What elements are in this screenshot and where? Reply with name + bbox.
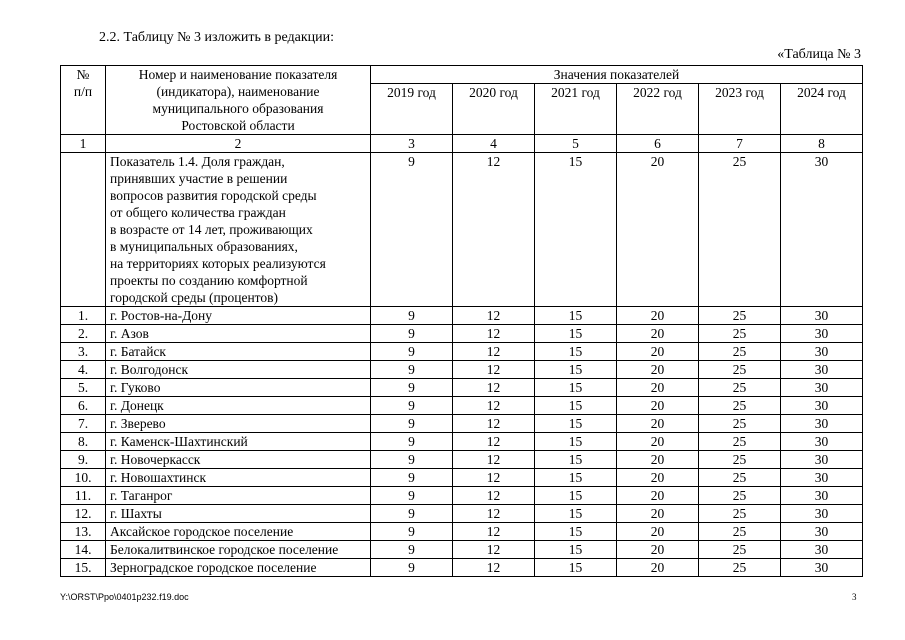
table-row [61,415,863,433]
header-year: 2022 год [617,84,699,135]
row-value: 12 [453,469,535,487]
row-value: 30 [781,325,863,343]
row-value: 25 [699,361,781,379]
column-number: 6 [617,135,699,153]
row-value: 30 [781,343,863,361]
row-name: г. Батайск [106,343,371,361]
table-row [61,469,863,487]
table-row [61,559,863,577]
indicator-value: 30 [781,153,863,307]
row-name: г. Новошахтинск [106,469,371,487]
indicator-value: 12 [453,153,535,307]
row-value: 12 [453,325,535,343]
header-values-group: Значения показателей [371,66,863,84]
row-name: Белокалитвинское городское поселение [106,541,371,559]
row-value: 25 [699,541,781,559]
indicator-value: 25 [699,153,781,307]
row-num: 3. [61,343,106,361]
row-value: 25 [699,379,781,397]
row-value: 30 [781,505,863,523]
row-value: 25 [699,559,781,577]
row-value: 20 [617,397,699,415]
row-value: 15 [535,307,617,325]
row-value: 20 [617,307,699,325]
column-number: 2 [106,135,371,153]
row-value: 15 [535,379,617,397]
row-value: 9 [371,559,453,577]
row-num: 8. [61,433,106,451]
row-num: 5. [61,379,106,397]
row-value: 30 [781,523,863,541]
row-value: 25 [699,307,781,325]
row-name: г. Каменск-Шахтинский [106,433,371,451]
row-value: 12 [453,559,535,577]
row-value: 15 [535,451,617,469]
row-value: 30 [781,487,863,505]
table-row [61,379,863,397]
row-num: 11. [61,487,106,505]
indicator-name: Показатель 1.4. Доля граждан, принявших участие в решении вопросов развития городской среды от общего количества граждан в возрасте от 14 лет, проживающих в муниципальных образованиях, на территориях которых реализуются проекты по созданию комфортной городской среды (процентов) [106,153,371,307]
row-value: 20 [617,469,699,487]
column-number: 5 [535,135,617,153]
row-value: 9 [371,451,453,469]
row-num: 2. [61,325,106,343]
table-row [61,505,863,523]
row-value: 30 [781,307,863,325]
footer-file-path: Y:\ORST\Ppo\0401p232.f19.doc [60,592,189,602]
indicator-value: 15 [535,153,617,307]
row-num: 14. [61,541,106,559]
row-name: г. Новочеркасск [106,451,371,469]
header-year: 2021 год [535,84,617,135]
row-name: г. Донецк [106,397,371,415]
row-value: 25 [699,415,781,433]
indicator-num [61,153,106,307]
row-value: 15 [535,505,617,523]
row-value: 15 [535,487,617,505]
row-value: 20 [617,559,699,577]
row-value: 12 [453,397,535,415]
row-value: 25 [699,325,781,343]
table-row [61,325,863,343]
header-year: 2020 год [453,84,535,135]
table-row [61,307,863,325]
row-value: 12 [453,523,535,541]
row-value: 20 [617,523,699,541]
row-value: 12 [453,541,535,559]
row-name: г. Шахты [106,505,371,523]
row-value: 15 [535,469,617,487]
row-value: 9 [371,433,453,451]
row-value: 9 [371,397,453,415]
row-value: 25 [699,487,781,505]
row-value: 9 [371,469,453,487]
indicator-table [60,65,863,577]
column-number: 3 [371,135,453,153]
row-name: г. Волгодонск [106,361,371,379]
column-number-row [61,135,863,153]
row-value: 15 [535,343,617,361]
row-value: 25 [699,397,781,415]
row-name: Зерноградское городское поселение [106,559,371,577]
row-name: Аксайское городское поселение [106,523,371,541]
row-num: 13. [61,523,106,541]
header-num: № п/п [61,66,106,135]
row-name: г. Таганрог [106,487,371,505]
row-name: г. Ростов-на-Дону [106,307,371,325]
row-value: 20 [617,415,699,433]
row-value: 30 [781,469,863,487]
row-value: 15 [535,397,617,415]
row-name: г. Азов [106,325,371,343]
row-num: 9. [61,451,106,469]
row-value: 12 [453,343,535,361]
row-value: 20 [617,451,699,469]
row-value: 12 [453,487,535,505]
row-value: 30 [781,397,863,415]
row-value: 25 [699,343,781,361]
row-value: 30 [781,379,863,397]
row-value: 25 [699,433,781,451]
row-num: 6. [61,397,106,415]
row-value: 9 [371,307,453,325]
header-row-1 [61,66,863,84]
table-row [61,541,863,559]
row-value: 20 [617,487,699,505]
row-name: г. Гуково [106,379,371,397]
row-value: 20 [617,361,699,379]
row-value: 12 [453,451,535,469]
row-value: 15 [535,523,617,541]
footer-page-number: 3 [852,592,857,602]
table-row [61,397,863,415]
header-name: Номер и наименование показателя (индикатора), наименование муниципального образования Ростовской области [106,66,371,135]
row-num: 12. [61,505,106,523]
column-number: 8 [781,135,863,153]
table-row [61,523,863,541]
indicator-value: 20 [617,153,699,307]
header-year: 2023 год [699,84,781,135]
indicator-row [61,153,863,307]
row-value: 9 [371,361,453,379]
table-row [61,487,863,505]
row-value: 30 [781,361,863,379]
row-value: 9 [371,487,453,505]
row-value: 9 [371,415,453,433]
table-caption: «Таблица № 3 [777,47,861,62]
row-value: 20 [617,505,699,523]
row-value: 9 [371,343,453,361]
row-value: 12 [453,433,535,451]
row-num: 4. [61,361,106,379]
row-value: 9 [371,541,453,559]
row-value: 12 [453,379,535,397]
row-value: 30 [781,433,863,451]
row-value: 15 [535,559,617,577]
row-value: 30 [781,415,863,433]
row-value: 20 [617,343,699,361]
indicator-value: 9 [371,153,453,307]
row-value: 20 [617,433,699,451]
row-value: 9 [371,325,453,343]
row-value: 15 [535,541,617,559]
row-value: 25 [699,505,781,523]
header-year: 2019 год [371,84,453,135]
row-value: 15 [535,361,617,379]
row-num: 15. [61,559,106,577]
row-value: 15 [535,325,617,343]
row-value: 12 [453,307,535,325]
row-value: 25 [699,523,781,541]
header-year: 2024 год [781,84,863,135]
row-num: 7. [61,415,106,433]
row-value: 30 [781,541,863,559]
row-name: г. Зверево [106,415,371,433]
row-value: 15 [535,415,617,433]
column-number: 1 [61,135,106,153]
row-num: 10. [61,469,106,487]
row-num: 1. [61,307,106,325]
table-row [61,343,863,361]
row-value: 12 [453,505,535,523]
row-value: 30 [781,559,863,577]
table-row [61,361,863,379]
row-value: 20 [617,541,699,559]
table-row [61,451,863,469]
row-value: 12 [453,361,535,379]
row-value: 9 [371,379,453,397]
row-value: 9 [371,523,453,541]
row-value: 30 [781,451,863,469]
row-value: 9 [371,505,453,523]
intro-text: 2.2. Таблицу № 3 изложить в редакции: [99,30,334,45]
row-value: 25 [699,469,781,487]
column-number: 4 [453,135,535,153]
row-value: 25 [699,451,781,469]
column-number: 7 [699,135,781,153]
row-value: 15 [535,433,617,451]
table-row [61,433,863,451]
row-value: 12 [453,415,535,433]
row-value: 20 [617,379,699,397]
row-value: 20 [617,325,699,343]
